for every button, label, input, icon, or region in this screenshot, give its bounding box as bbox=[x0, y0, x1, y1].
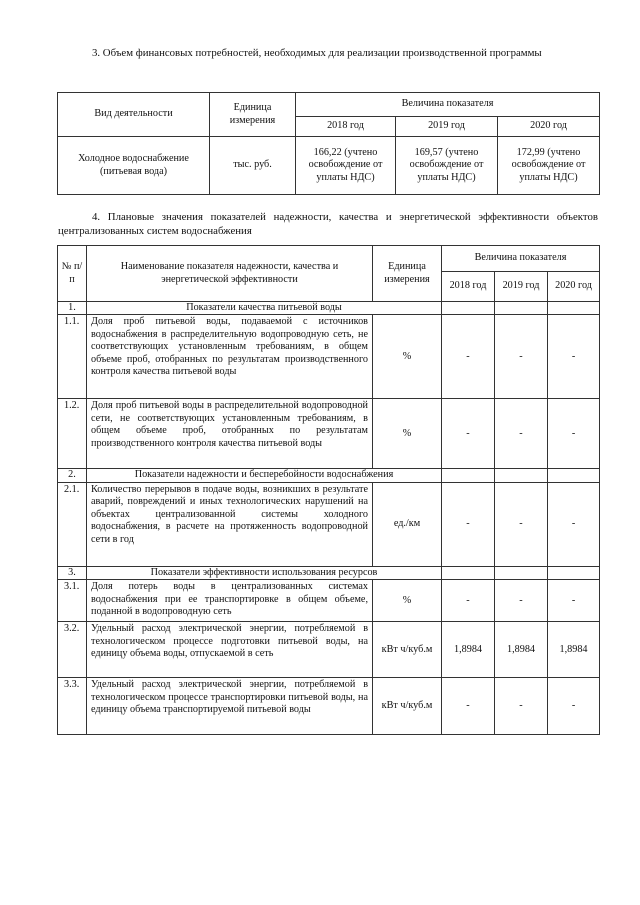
row-unit: кВт ч/куб.м bbox=[373, 622, 442, 678]
section-num: 2. bbox=[58, 469, 87, 482]
financial-needs-table bbox=[57, 92, 600, 195]
section-4-heading: 4. Плановые значения показателей надежности, качества и энергетической эффективности объектов централизованных систем водоснабжения bbox=[58, 211, 598, 238]
row-value-2018: - bbox=[442, 580, 495, 622]
row-value-2019: - bbox=[495, 580, 548, 622]
section-3-heading: 3. Объем финансовых потребностей, необходимых для реализации производственной программы bbox=[92, 47, 542, 59]
row-value-2019: - bbox=[495, 399, 548, 469]
row-value-2020: - bbox=[548, 315, 600, 399]
table-row bbox=[58, 580, 600, 622]
header-value: Величина показателя bbox=[296, 93, 600, 117]
value-2019-cell: 169,57 (учтено освобождение от уплаты НДС) bbox=[396, 137, 498, 195]
indicators-table bbox=[57, 245, 600, 735]
row-unit: % bbox=[373, 399, 442, 469]
row-value-2019: - bbox=[495, 678, 548, 735]
row-unit: % bbox=[373, 580, 442, 622]
row-value-2018: 1,8984 bbox=[442, 622, 495, 678]
row-value-2019: 1,8984 bbox=[495, 622, 548, 678]
header-year-2019: 2019 год bbox=[396, 117, 498, 137]
row-name: Доля потерь воды в централизованных системах водоснабжения при ее транспортировке в общем объеме, поданной в водопроводную сеть bbox=[87, 580, 373, 622]
row-value-2018: - bbox=[442, 315, 495, 399]
row-value-2020: - bbox=[548, 580, 600, 622]
row-num: 3.1. bbox=[58, 580, 87, 622]
section-title: Показатели надежности и бесперебойности водоснабжения bbox=[87, 469, 442, 482]
header-year-2020: 2020 год bbox=[548, 272, 600, 302]
section-row bbox=[58, 566, 600, 579]
row-value-2018: - bbox=[442, 678, 495, 735]
section-num: 1. bbox=[58, 302, 87, 315]
table-row bbox=[58, 622, 600, 678]
row-num: 3.2. bbox=[58, 622, 87, 678]
header-year-2018: 2018 год bbox=[296, 117, 396, 137]
row-name: Доля проб питьевой воды, подаваемой с источников водоснабжения в распределительную водопроводную сеть, не соответствующих установленным требованиям, в общем объеме проб, отобранных по результатам производственного контроля качества питьевой воды bbox=[87, 315, 373, 399]
header-value: Величина показателя bbox=[442, 246, 600, 272]
section-title: Показатели качества питьевой воды bbox=[87, 302, 442, 315]
section-num: 3. bbox=[58, 566, 87, 579]
table-row bbox=[58, 482, 600, 566]
value-2018-cell: 166,22 (учтено освобождение от уплаты НДС) bbox=[296, 137, 396, 195]
row-value-2020: - bbox=[548, 399, 600, 469]
section-row bbox=[58, 302, 600, 315]
row-num: 1.1. bbox=[58, 315, 87, 399]
table-row bbox=[58, 399, 600, 469]
row-value-2018: - bbox=[442, 482, 495, 566]
value-2020-cell: 172,99 (учтено освобождение от уплаты НДС) bbox=[498, 137, 600, 195]
row-name: Доля проб питьевой воды в распределительной водопроводной сети, не соответствующих установленным требованиям, в общем объеме проб, отобранных по результатам производственного контроля качества питьевой воды bbox=[87, 399, 373, 469]
row-unit: % bbox=[373, 315, 442, 399]
table-header-row bbox=[58, 93, 600, 117]
activity-cell: Холодное водоснабжение (питьевая вода) bbox=[58, 137, 210, 195]
header-num: № п/п bbox=[58, 246, 87, 302]
header-name: Наименование показателя надежности, качества и энергетической эффективности bbox=[87, 246, 373, 302]
section-row bbox=[58, 469, 600, 482]
header-year-2018: 2018 год bbox=[442, 272, 495, 302]
row-num: 3.3. bbox=[58, 678, 87, 735]
header-unit: Единица измерения bbox=[210, 93, 296, 137]
row-value-2018: - bbox=[442, 399, 495, 469]
unit-cell: тыс. руб. bbox=[210, 137, 296, 195]
row-value-2020: - bbox=[548, 678, 600, 735]
table-header-row bbox=[58, 246, 600, 272]
row-value-2019: - bbox=[495, 482, 548, 566]
table-row bbox=[58, 678, 600, 735]
row-unit: ед./км bbox=[373, 482, 442, 566]
row-value-2020: - bbox=[548, 482, 600, 566]
row-num: 1.2. bbox=[58, 399, 87, 469]
row-name: Удельный расход электрической энергии, потребляемой в технологическом процессе транспортировки питьевой воды, на единицу объема транспортируемой питьевой воды bbox=[87, 678, 373, 735]
row-num: 2.1. bbox=[58, 482, 87, 566]
row-name: Удельный расход электрической энергии, потребляемой в технологическом процессе подготовки питьевой воды, на единицу объема воды, отпускаемой в сеть bbox=[87, 622, 373, 678]
row-value-2020: 1,8984 bbox=[548, 622, 600, 678]
header-year-2020: 2020 год bbox=[498, 117, 600, 137]
section-title: Показатели эффективности использования ресурсов bbox=[87, 566, 442, 579]
header-activity: Вид деятельности bbox=[58, 93, 210, 137]
header-unit: Единица измерения bbox=[373, 246, 442, 302]
header-year-2019: 2019 год bbox=[495, 272, 548, 302]
table-row bbox=[58, 315, 600, 399]
row-value-2019: - bbox=[495, 315, 548, 399]
table-row bbox=[58, 137, 600, 195]
row-unit: кВт ч/куб.м bbox=[373, 678, 442, 735]
row-name: Количество перерывов в подаче воды, возникших в результате аварий, повреждений и иных технологических нарушений на объектах централизованной системы холодного водоснабжения, в расчете на протяженность водопроводной сети в год bbox=[87, 482, 373, 566]
